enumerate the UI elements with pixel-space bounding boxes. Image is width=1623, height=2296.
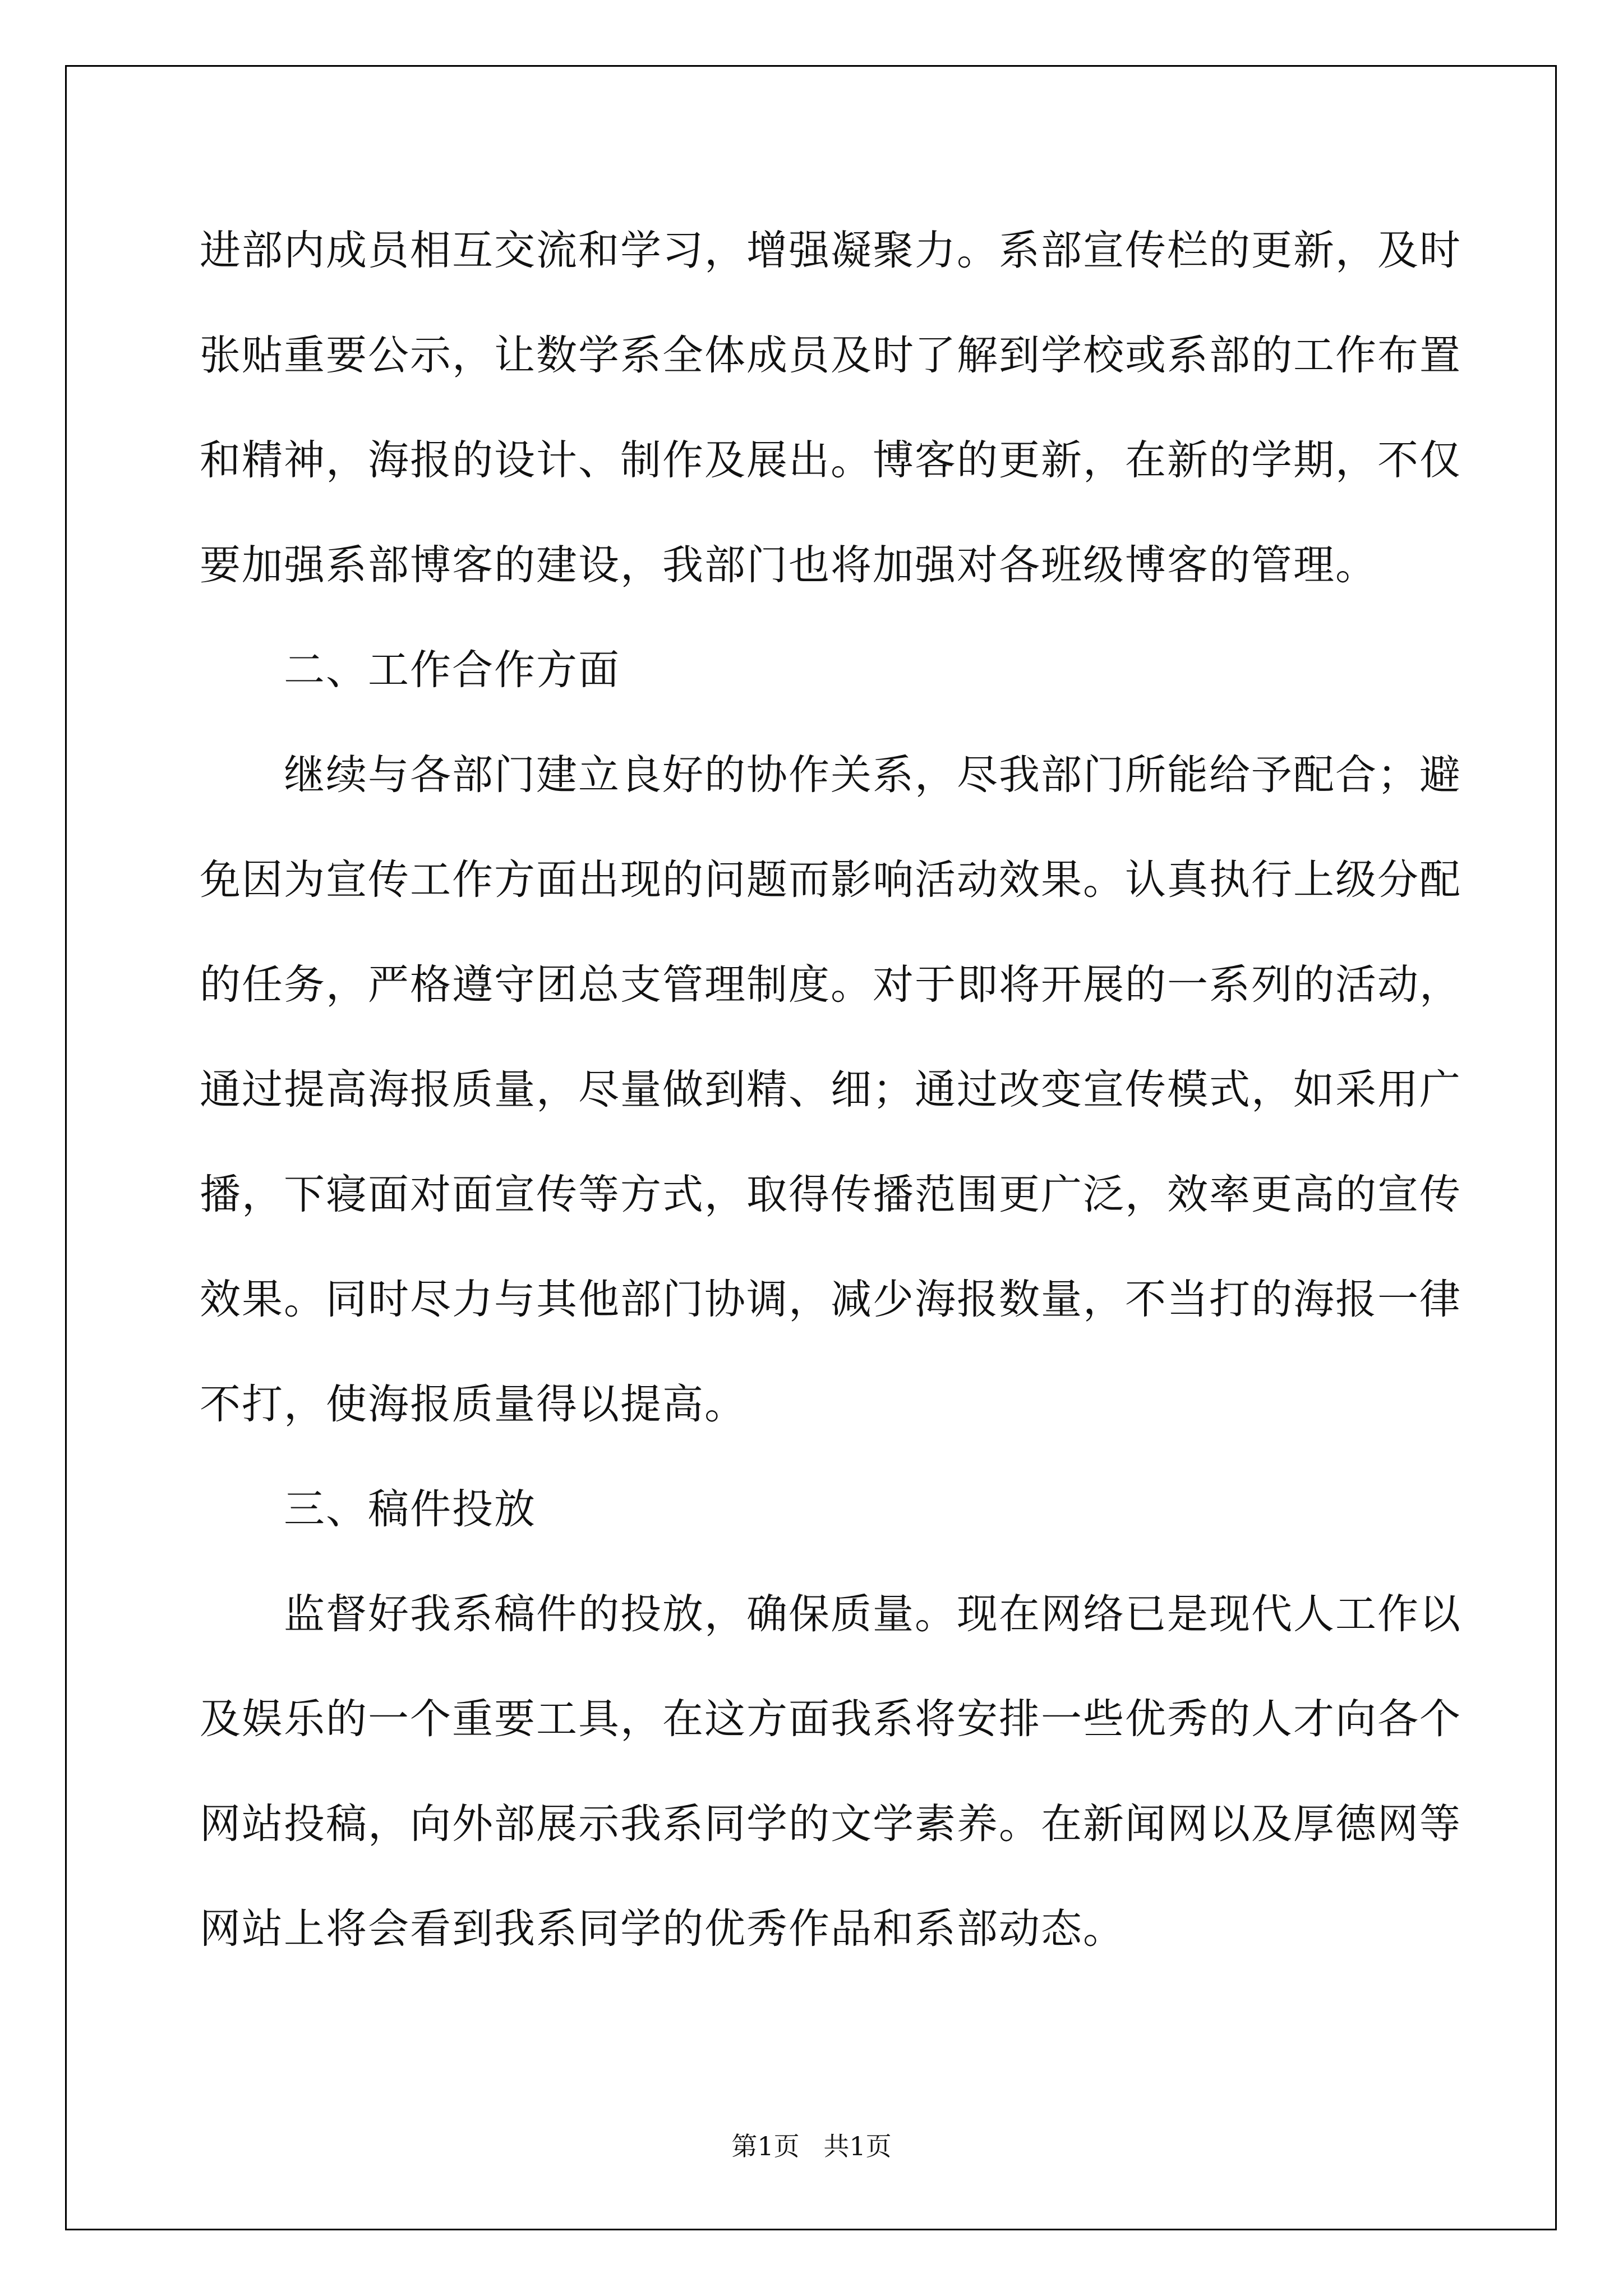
page-total: 共1页 bbox=[823, 2131, 892, 2161]
body-line: 及娱乐的一个重要工具，在这方面我系将安排一些优秀的人才向各个 bbox=[200, 1695, 1461, 1743]
section-heading: 二、工作合作方面 bbox=[284, 646, 620, 694]
body-line: 免因为宣传工作方面出现的问题而影响活动效果。认真执行上级分配 bbox=[200, 856, 1461, 904]
body-line: 张贴重要公示，让数学系全体成员及时了解到学校或系部的工作布置 bbox=[200, 332, 1461, 379]
section-heading: 三、稿件投放 bbox=[284, 1485, 536, 1533]
body-line: 网站上将会看到我系同学的优秀作品和系部动态。 bbox=[200, 1905, 1125, 1953]
body-line: 网站投稿，向外部展示我系同学的文学素养。在新闻网以及厚德网等 bbox=[200, 1800, 1461, 1848]
body-line: 播，下寝面对面宣传等方式，取得传播范围更广泛，效率更高的宣传 bbox=[200, 1171, 1461, 1218]
body-line: 效果。同时尽力与其他部门协调，减少海报数量，不当打的海报一律 bbox=[200, 1276, 1461, 1323]
body-line: 的任务，严格遵守团总支管理制度。对于即将开展的一系列的活动， bbox=[200, 961, 1461, 1009]
body-line: 监督好我系稿件的投放，确保质量。现在网络已是现代人工作以 bbox=[284, 1590, 1461, 1638]
body-line: 和精神，海报的设计、制作及展出。博客的更新，在新的学期，不仅 bbox=[200, 436, 1461, 484]
page-footer bbox=[0, 2126, 1623, 2163]
body-line: 通过提高海报质量，尽量做到精、细；通过改变宣传模式，如采用广 bbox=[200, 1066, 1461, 1114]
body-line: 进部内成员相互交流和学习，增强凝聚力。系部宣传栏的更新，及时 bbox=[200, 227, 1461, 274]
body-line: 要加强系部博客的建设，我部门也将加强对各班级博客的管理。 bbox=[200, 541, 1377, 589]
page-number: 第1页 bbox=[731, 2131, 800, 2161]
body-line: 不打，使海报质量得以提高。 bbox=[200, 1381, 746, 1428]
body-line: 继续与各部门建立良好的协作关系，尽我部门所能给予配合；避 bbox=[284, 751, 1461, 799]
